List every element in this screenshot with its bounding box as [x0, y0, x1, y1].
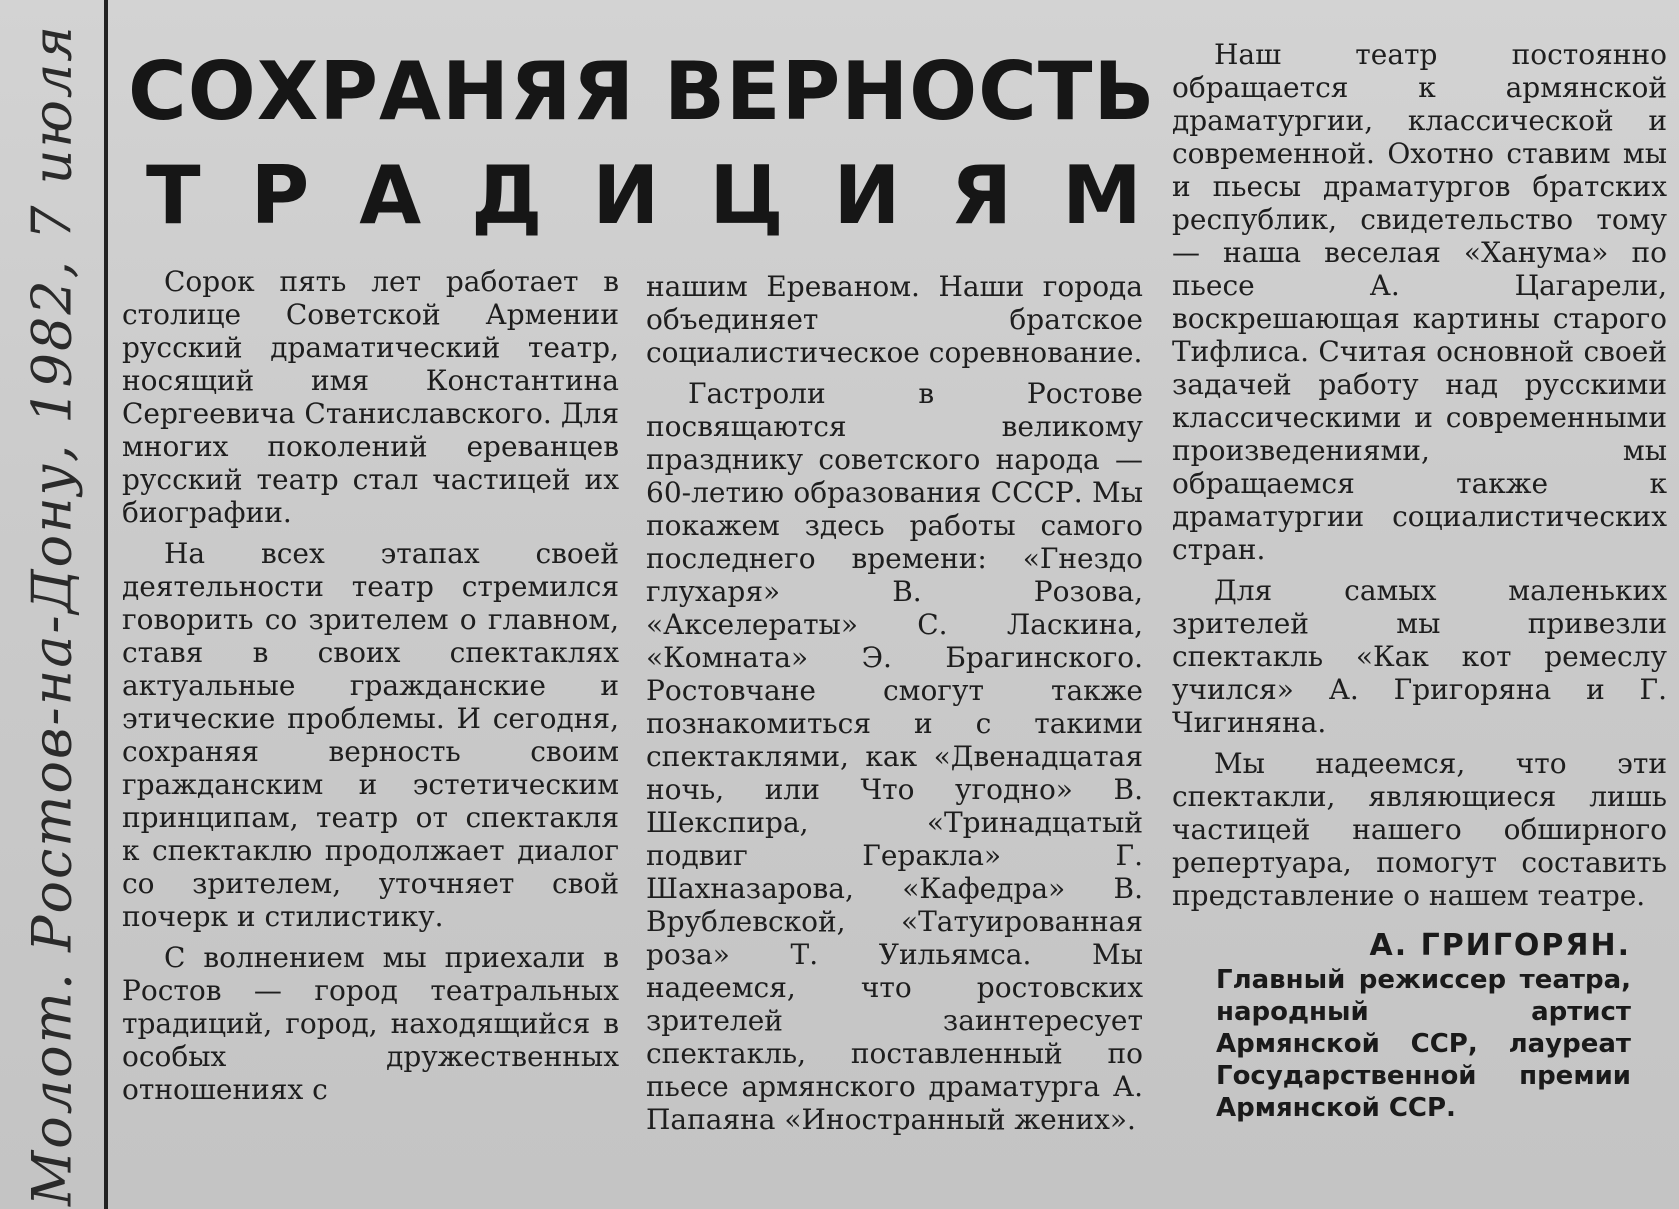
author-signature [1172, 928, 1667, 1124]
column-3-paragraph-1: Наш театр постоянно обращается к армянской драматургии, классической и современной. Охотно ставим мы и пьесы драматургов братских республик, свидетельство тому — наша веселая «Ханума» по пьесе А. Цагарели, воскрешающая картины старого Тифлиса. Считая основной своей задачей работу над русскими классическими и современными произведениями, мы обращаемся также к драматургии социалистических стран. [1172, 38, 1667, 566]
article-column-2 [646, 270, 1143, 1144]
headline-line-1: СОХРАНЯЯ ВЕРНОСТЬ [128, 45, 1156, 138]
column-2-paragraph-1: нашим Ереваном. Наши города объединяет братское социалистическое соревнование. [646, 270, 1143, 369]
article-column-1 [122, 265, 619, 1114]
article-column-3 [1172, 38, 1667, 1124]
column-1-paragraph-1: Сорок пять лет работает в столице Советской Армении русский драматический театр, носящий имя Константина Сергеевича Станиславского. Для многих поколений ереванцев русский театр стал частицей их биографии. [122, 265, 619, 529]
author-title: Главный режиссер театра, народный артист Армянской ССР, лауреат Государственной премии Армянской ССР. [1216, 965, 1631, 1123]
column-1-paragraph-3: С волнением мы приехали в Ростов — город театральных традиций, город, находящийся в особых дружественных отношениях с [122, 941, 619, 1106]
column-3-paragraph-3: Мы надеемся, что эти спектакли, являющиеся лишь частицей нашего обширного репертуара, помогут составить представление о нашем театре. [1172, 747, 1667, 912]
column-2-paragraph-2: Гастроли в Ростове посвящаются великому празднику советского народа — 60-летию образования СССР. Мы покажем здесь работы самого последнего времени: «Гнездо глухаря» В. Розова, «Акселераты» С. Ласкина, «Комната» Э. Брагинского. Ростовчане смогут также познакомиться и с такими спектаклями, как «Двенадцатая ночь, или Что угодно» В. Шекспира, «Тринадцатый подвиг Геракла» Г. Шахназарова, «Кафедра» В. Врублевской, «Татуированная роза» Т. Уильямса. Мы надеемся, что ростовских зрителей заинтересует спектакль, поставленный по пьесе армянского драматурга А. Папаяна «Иностранный жених». [646, 377, 1143, 1136]
margin-note-text: Молот. Ростов-на-Дону, 1982, 7 июля [20, 23, 84, 1207]
margin-rule [104, 0, 108, 1209]
headline-line-2: ТРАДИЦИЯМ [146, 149, 1192, 242]
column-1-paragraph-2: На всех этапах своей деятельности театр стремился говорить со зрителем о главном, ставя в своих спектаклях актуальные гражданские и этические проблемы. И сегодня, сохраняя верность своим гражданским и эстетическим принципам, театр от спектакля к спектаклю продолжает диалог со зрителем, уточняет свой почерк и стилистику. [122, 537, 619, 933]
handwritten-margin-note [2, 23, 102, 1207]
author-name: А. ГРИГОРЯН. [1369, 928, 1631, 963]
column-3-paragraph-2: Для самых маленьких зрителей мы привезли спектакль «Как кот ремеслу учился» А. Григоряна и Г. Чигиняна. [1172, 574, 1667, 739]
headline [128, 44, 1192, 252]
